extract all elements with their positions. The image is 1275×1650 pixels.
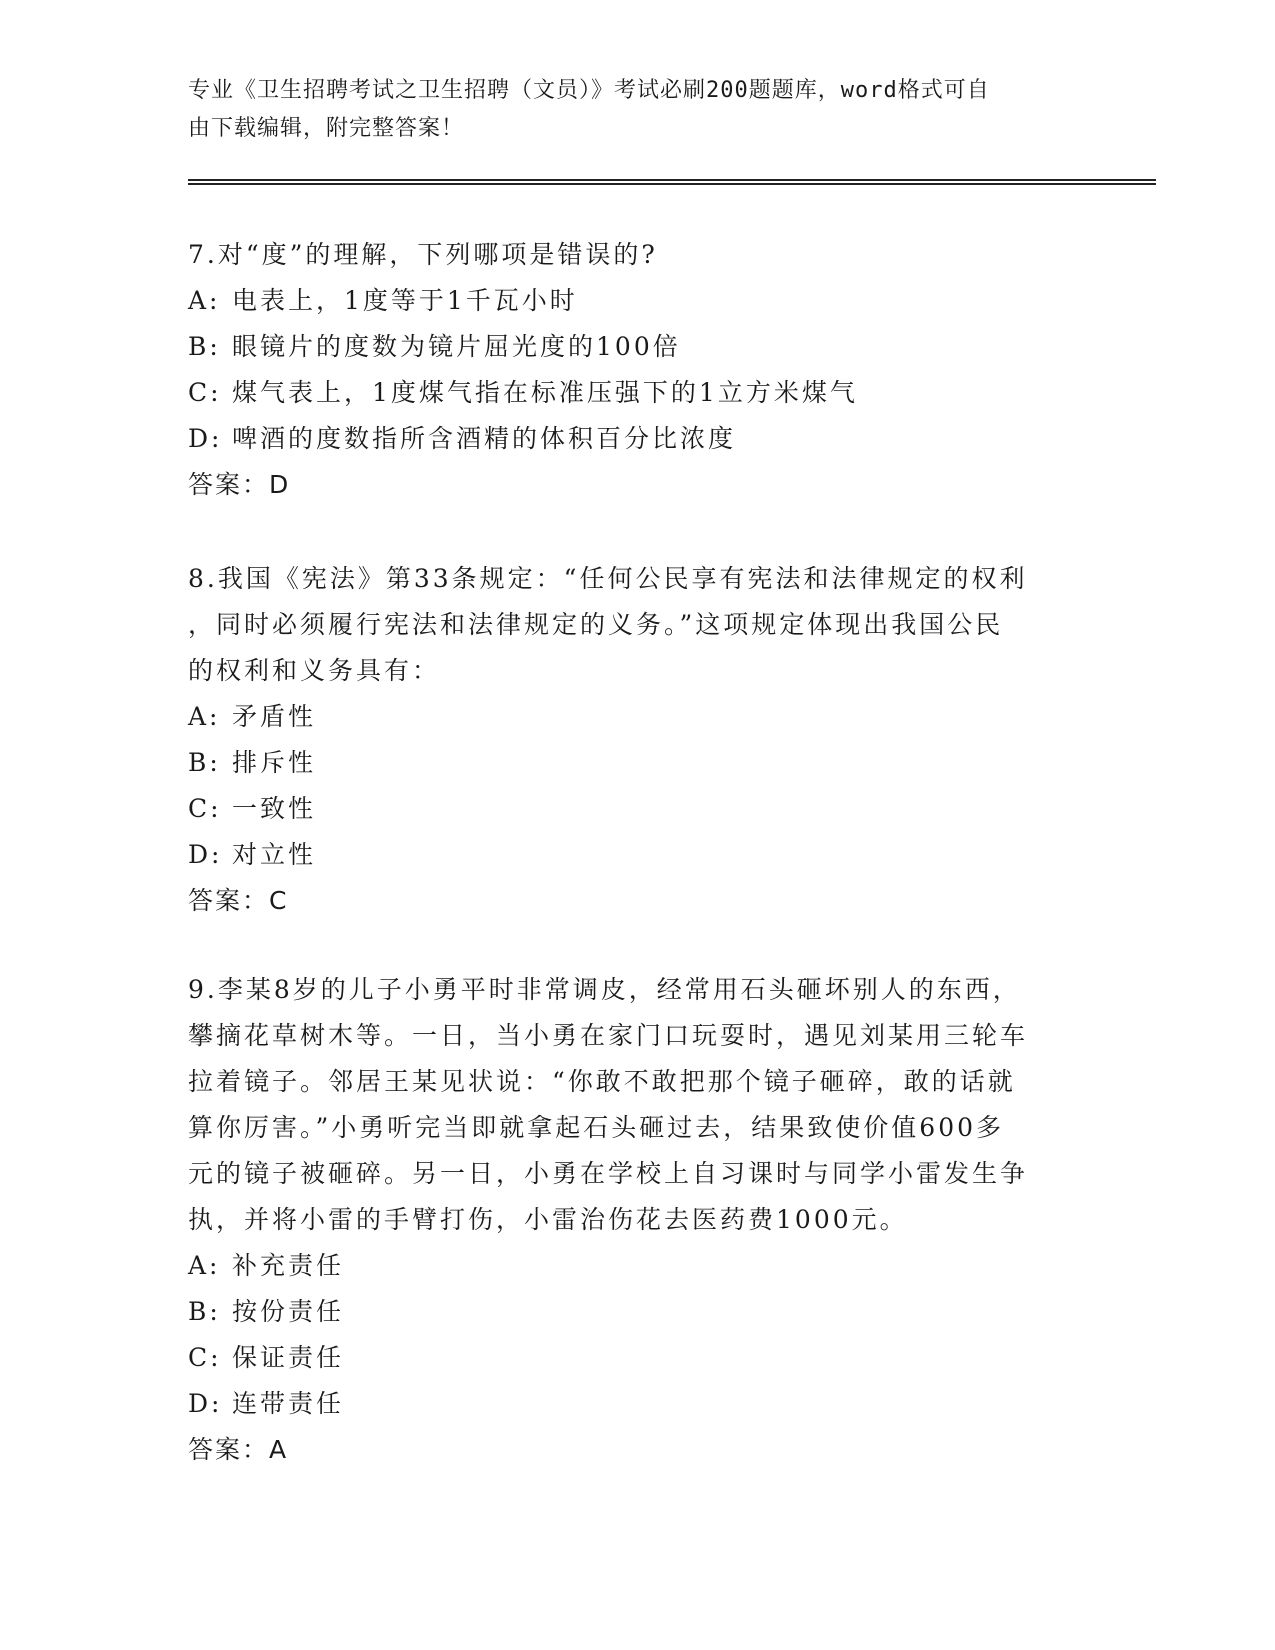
option-letter: A: <box>188 1251 221 1280</box>
option-text: 矛盾性 <box>232 702 317 731</box>
question-9 <box>188 967 1088 1473</box>
option-text: 连带责任 <box>232 1389 345 1418</box>
question-stem-line: ，同时必须履行宪法和法律规定的义务。”这项规定体现出我国公民 <box>188 610 1004 639</box>
option-text: 保证责任 <box>232 1343 345 1372</box>
option-text: 啤酒的度数指所含酒精的体积百分比浓度 <box>232 424 737 453</box>
option-c <box>188 786 1088 832</box>
option-letter: A: <box>188 702 221 731</box>
option-d <box>188 1381 1088 1427</box>
option-letter: D: <box>188 424 223 453</box>
question-stem-line: 9.李某8岁的儿子小勇平时非常调皮，经常用石头砸坏别人的东西， <box>188 975 1021 1004</box>
header-line-2: 由下载编辑，附完整答案！ <box>188 116 465 141</box>
document-header <box>188 72 1068 148</box>
question-8 <box>188 556 1088 924</box>
header-divider-top <box>188 179 1156 181</box>
option-b <box>188 740 1088 786</box>
option-letter: D: <box>188 1389 223 1418</box>
header-divider-bottom <box>188 183 1156 185</box>
option-text: 按份责任 <box>232 1297 345 1326</box>
question-stem-line: 拉着镜子。邻居王某见状说：“你敢不敢把那个镜子砸碎，敢的话就 <box>188 1067 1016 1096</box>
option-letter: A: <box>188 286 221 315</box>
option-c <box>188 370 1088 416</box>
option-letter: C: <box>188 378 222 407</box>
option-letter: D: <box>188 840 223 869</box>
option-b <box>188 324 1088 370</box>
option-b <box>188 1289 1088 1335</box>
option-a <box>188 278 1088 324</box>
answer-line: 答案：A <box>188 1435 289 1464</box>
option-letter: B: <box>188 1297 221 1326</box>
option-letter: B: <box>188 332 221 361</box>
option-a <box>188 1243 1088 1289</box>
question-stem-line: 的权利和义务具有： <box>188 656 441 685</box>
option-d <box>188 832 1088 878</box>
header-line-1: 专业《卫生招聘考试之卫生招聘（文员）》考试必刷200题题库，word格式可自 <box>188 78 990 103</box>
option-text: 电表上，1度等于1千瓦小时 <box>232 286 578 315</box>
question-stem-line: 算你厉害。”小勇听完当即就拿起石头砸过去，结果致使价值600多 <box>188 1113 1005 1142</box>
question-stem-line: 8.我国《宪法》第33条规定：“任何公民享有宪法和法律规定的权利 <box>188 564 1028 593</box>
option-text: 排斥性 <box>232 748 317 777</box>
option-text: 补充责任 <box>232 1251 345 1280</box>
option-text: 一致性 <box>232 794 317 823</box>
question-stem-line: 7.对“度”的理解，下列哪项是错误的? <box>188 240 658 269</box>
question-stem-line: 攀摘花草树木等。一日，当小勇在家门口玩耍时，遇见刘某用三轮车 <box>188 1021 1029 1050</box>
option-d <box>188 416 1088 462</box>
answer-line: 答案：C <box>188 886 289 915</box>
question-stem-line: 执，并将小雷的手臂打伤，小雷治伤花去医药费1000元。 <box>188 1205 908 1234</box>
option-letter: B: <box>188 748 221 777</box>
option-text: 对立性 <box>232 840 317 869</box>
question-7 <box>188 232 1088 508</box>
option-c <box>188 1335 1088 1381</box>
option-letter: C: <box>188 1343 222 1372</box>
option-text: 煤气表上，1度煤气指在标准压强下的1立方米煤气 <box>232 378 858 407</box>
option-a <box>188 694 1088 740</box>
question-stem-line: 元的镜子被砸碎。另一日，小勇在学校上自习课时与同学小雷发生争 <box>188 1159 1029 1188</box>
answer-line: 答案：D <box>188 470 291 499</box>
option-letter: C: <box>188 794 222 823</box>
option-text: 眼镜片的度数为镜片屈光度的100倍 <box>232 332 681 361</box>
